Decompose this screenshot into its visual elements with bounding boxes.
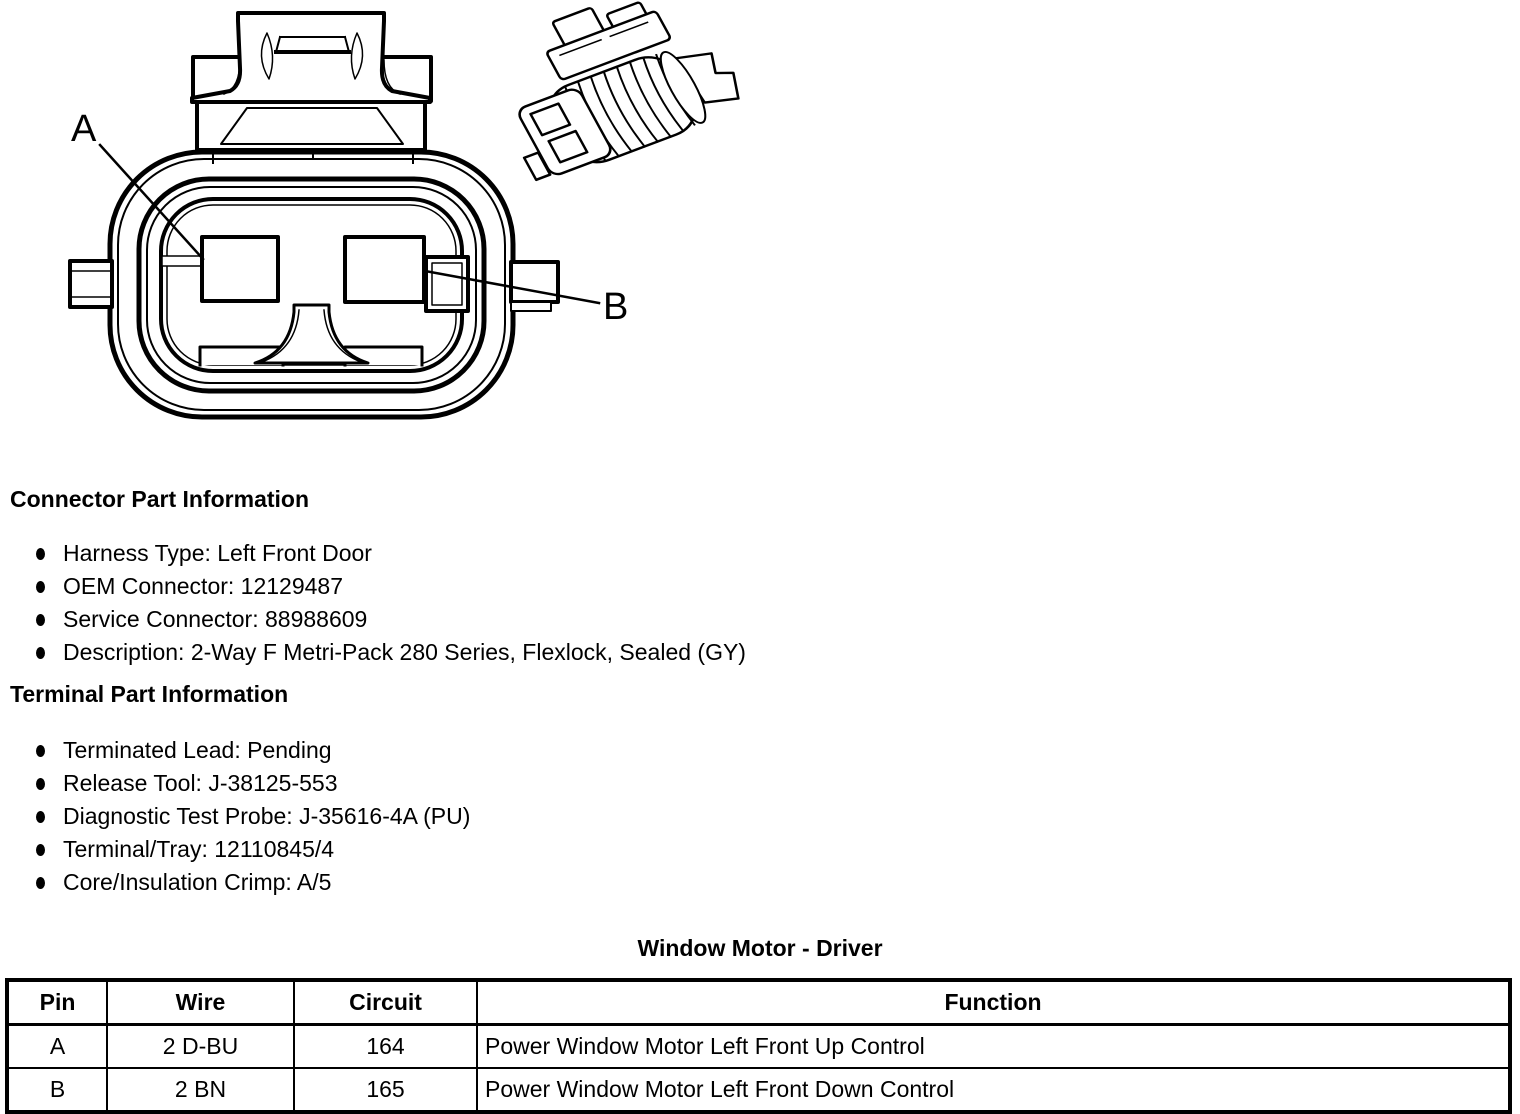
column-header-pin: Pin	[7, 980, 107, 1025]
bullet-icon	[36, 811, 45, 823]
bullet-icon	[36, 614, 45, 626]
list-item	[0, 800, 470, 833]
list-item-text: Release Tool: J-38125-553	[63, 770, 338, 796]
function-cell: Power Window Motor Left Front Down Control	[477, 1068, 1510, 1112]
column-header-circuit: Circuit	[294, 980, 477, 1025]
label-a: A	[71, 108, 97, 150]
list-item-text: Terminated Lead: Pending	[63, 737, 332, 763]
list-item-text: Service Connector: 88988609	[63, 606, 368, 632]
wall-notch-left	[162, 256, 202, 266]
bullet-icon	[36, 647, 45, 659]
leader-line-a	[100, 145, 203, 259]
connector-figure	[0, 0, 1520, 470]
bullet-icon	[36, 581, 45, 593]
list-item	[0, 767, 470, 800]
list-item	[0, 833, 470, 866]
connector-3d-view	[468, 0, 752, 186]
cavity-a	[202, 237, 278, 301]
pinout-table	[5, 978, 1512, 1114]
list-item	[0, 570, 746, 603]
list-item	[0, 603, 746, 636]
table-row	[7, 1025, 1510, 1069]
cavity-b	[345, 237, 424, 302]
bullet-icon	[36, 877, 45, 889]
wire-cell: 2 BN	[107, 1068, 294, 1112]
wall-bracket-right	[426, 257, 468, 311]
list-item	[0, 537, 746, 570]
list-item	[0, 866, 470, 899]
list-item-text: Harness Type: Left Front Door	[63, 540, 372, 566]
column-header-function: Function	[477, 980, 1510, 1025]
table-header-row	[7, 980, 1510, 1025]
list-item-text: Core/Insulation Crimp: A/5	[63, 869, 332, 895]
side-tab-left	[70, 261, 112, 307]
lock-tab	[192, 13, 431, 150]
terminal-info-list	[0, 734, 470, 899]
list-item	[0, 734, 470, 767]
keying-post	[255, 305, 368, 363]
function-cell: Power Window Motor Left Front Up Control	[477, 1025, 1510, 1069]
list-item-text: Description: 2-Way F Metri-Pack 280 Series, Flexlock, Sealed (GY)	[63, 639, 746, 665]
connector-info-list	[0, 537, 746, 669]
list-item-text: OEM Connector: 12129487	[63, 573, 344, 599]
terminal-info-heading: Terminal Part Information	[10, 681, 289, 707]
column-header-wire: Wire	[107, 980, 294, 1025]
bullet-icon	[36, 844, 45, 856]
pin-cell: B	[7, 1068, 107, 1112]
bullet-icon	[36, 778, 45, 790]
connector-front-view	[70, 13, 558, 417]
bullet-icon	[36, 745, 45, 757]
table-title: Window Motor - Driver	[637, 935, 883, 961]
bullet-icon	[36, 548, 45, 560]
wire-cell: 2 D-BU	[107, 1025, 294, 1069]
circuit-cell: 165	[294, 1068, 477, 1112]
circuit-cell: 164	[294, 1025, 477, 1069]
list-item-text: Diagnostic Test Probe: J-35616-4A (PU)	[63, 803, 471, 829]
table-row	[7, 1068, 1510, 1112]
label-b: B	[603, 286, 629, 328]
list-item	[0, 636, 746, 669]
pin-cell: A	[7, 1025, 107, 1069]
list-item-text: Terminal/Tray: 12110845/4	[63, 836, 335, 862]
side-tab-right	[511, 262, 558, 311]
connector-info-heading: Connector Part Information	[10, 486, 310, 512]
